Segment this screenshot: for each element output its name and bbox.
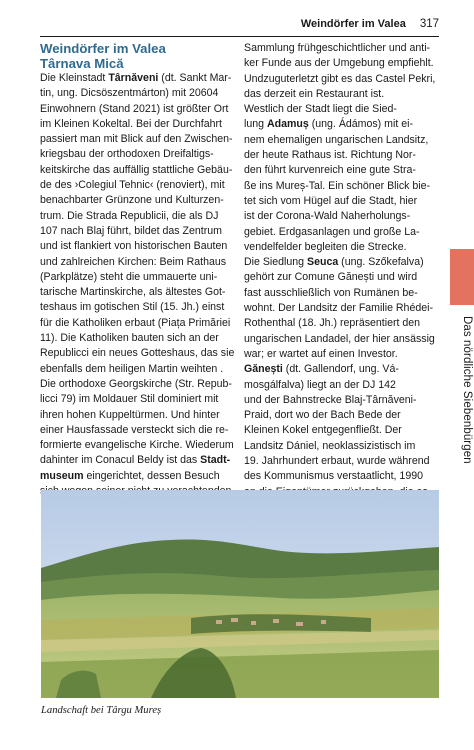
chapter-side-label: Das nördliche Siebenbürgen: [461, 316, 473, 464]
photo-caption: Landschaft bei Târgu Mureș: [41, 705, 162, 716]
chapter-tab: [450, 249, 474, 305]
header-rule: [40, 36, 439, 37]
section-title: [40, 41, 236, 71]
section-title-line2: Târnava Mică: [40, 56, 124, 71]
bold-term: Seuca: [307, 256, 339, 269]
text-run: (ung. Ádámos) mit ei- nem ehemaligen ungarischen Landsitz, der heute Rathaus ist. Richtung Nor- den führt kurvenreich eine gute Stra- ße ins Mureș-Tal. Ein schöner Blick bie- tet sich vom Hügel auf die Stadt, hier ist der Corona-Wald Naherholungs- gebiet. Erdgasanlagen und große La- vendelfelder begleiten die Strecke. Die Siedlung: [244, 118, 431, 269]
running-head: [40, 18, 439, 30]
text-run: Westlich der Stadt liegt die Sied- lung: [244, 103, 397, 131]
text-run: (ung. Szőkefalva) gehört zur Comune Gănești und wird fast ausschließlich von Rumänen be- wohnt. Der Landsitz der Familie Rhédei- Rothenthal (18. Jh.) repräsentiert den ungarischen Landadel, der hier ansässig war; er wartet auf einen Investor.: [244, 256, 435, 360]
landscape-photo: [41, 490, 439, 698]
text-run: Die Kleinstadt: [40, 72, 109, 84]
landscape-illustration: [41, 490, 439, 698]
right-column: [244, 41, 440, 500]
paragraph: [244, 362, 440, 500]
bold-term: Stadt- museum: [40, 454, 231, 482]
bold-term: Adamuș: [266, 118, 309, 131]
paragraph: [244, 102, 440, 362]
bold-term: Târnăveni: [108, 72, 159, 84]
running-head-title: Weindörfer im Valea: [300, 18, 406, 30]
section-title-line1: Weindörfer im Valea: [40, 41, 166, 56]
paragraph: [40, 71, 236, 499]
text-run: Sammlung frühgeschichtlicher und anti- ker Funde aus der Umgebung empfiehlt. Undzuguterletzt gibt es das Castel Pekri, das derzeit ein Restaurant ist.: [244, 42, 436, 100]
paragraph: [244, 41, 440, 102]
text-run: eingerichtet, dessen Besuch: [83, 469, 220, 482]
bold-term: Gănești: [244, 363, 283, 376]
page-number: 317: [419, 18, 439, 30]
text-run: (dt. Sankt Mar- tin, ung. Dicsöszentmárton) mit 20604 Einwohnern (Stand 2021) ist größter Ort im Kleinen Kokeltal. Bei der Durchfahrt passiert man mit Blick auf den Zwischen- kriegsbau der orthodoxen Dreifaltigs- keitskirche das auffällig stattliche Gebäu- de des ›Colegiul Tehnic‹ (renoviert), mit benachbarter Grünzone und Kulturzen- trum. Die Strada Republicii, die als DJ 107 nach Blaj führt, bildet das Zentrum und ist flankiert von historischen Bauten und zahlreichen Kirchen: Beim Rathaus (Parkplätze) steht die ummauerte uni- tarische Martinskirche, als ältestes Got- teshaus im gotischen Stil (15. Jh.) einst für die Katholiken erbaut (Piața Primăriei 11). Die Katholiken bauten sich an der Republicci ein neues Gotteshaus, das sie ebenfalls dem heiligen Martin weihten . Die orthodoxe Georgskirche (Str. Repub- licci 79) im Moldauer Stil dominiert mit ihren hohen Kuppeltürmen. Und hinter einer Hausfassade versteckt sich die re- formierte evangelische Kirche. Wiederum dahinter im Conacul Beldy ist das: [40, 72, 235, 467]
text-run: (dt. Gallendorf, ung. Vá- mosgálfalva) liegt an der DJ 142 und der Bahnstrecke Blaj-Târnăveni- Praid, dort wo der Bach Bede der Kleinen Kokel entgegenfließt. Der Landsitz Dániel, neoklassizistisch im 19. Jahrhundert erbaut, wurde während des Kommunismus verstaatlicht, 1990: [244, 363, 430, 483]
left-column: [40, 41, 236, 499]
